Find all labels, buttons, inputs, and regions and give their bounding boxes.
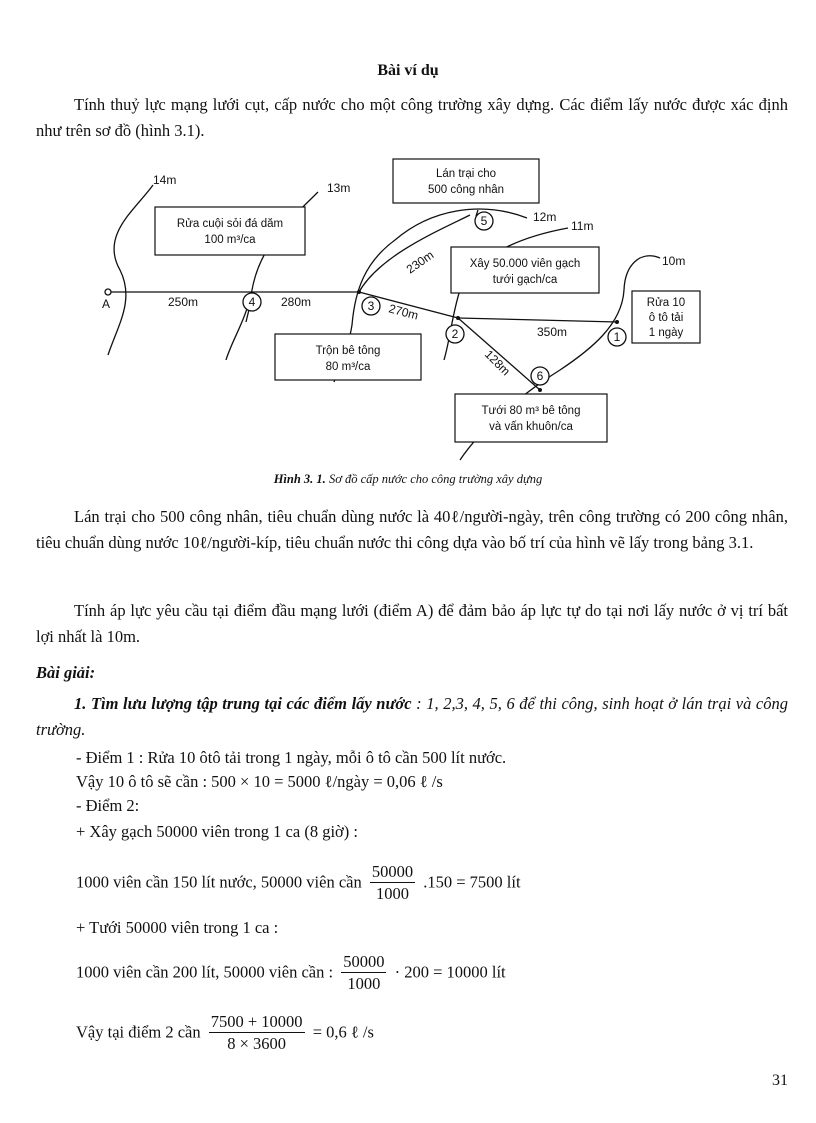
box-rua-oto-line3: 1 ngày bbox=[648, 327, 684, 339]
box-rua-soi-line1: Rửa cuội sỏi đá dăm bbox=[176, 218, 284, 230]
box-tuoi-be-tong-line1: Tưới 80 m³ bê tông bbox=[481, 405, 581, 417]
segment-label-128m: 128m bbox=[481, 347, 514, 379]
brick-fraction bbox=[370, 862, 415, 905]
box-rua-oto-line2: ô tô tải bbox=[648, 312, 684, 324]
segment-label-350m: 350m bbox=[537, 325, 568, 339]
contour-label-13m: 13m bbox=[327, 181, 351, 195]
brick-calc-pre: 1000 viên cần 150 lít nước, 50000 viên cần bbox=[76, 872, 362, 892]
node-6-label: 6 bbox=[536, 369, 544, 383]
figure-caption bbox=[0, 472, 816, 487]
water-network-diagram bbox=[0, 150, 816, 470]
pipe-2-1 bbox=[458, 318, 617, 322]
brick-fraction-den: 1000 bbox=[375, 884, 409, 903]
box-rua-oto-line1: Rửa 10 bbox=[646, 297, 686, 309]
step1-description: : 1, 2,3, 4, 5, 6 để thi công, sinh hoạt ở lán trại và công trường. bbox=[36, 694, 789, 739]
node-1-label: 1 bbox=[613, 330, 621, 344]
total-fraction-num: 7500 + 10000 bbox=[210, 1012, 303, 1031]
box-xay-gach-line1: Xây 50.000 viên gạch bbox=[469, 258, 581, 270]
box-tuoi-be-tong-line2: và vấn khuôn/ca bbox=[489, 421, 573, 433]
step1-paragraph bbox=[36, 691, 788, 743]
segment-label-250m: 250m bbox=[168, 295, 199, 309]
water-calc bbox=[76, 952, 506, 995]
point1-title: - Điểm 1 : Rửa 10 ôtô tải trong 1 ngày, mỗi ô tô cần 500 lít nước. bbox=[76, 748, 507, 767]
box-lan-trai-line1: Lán trại cho bbox=[435, 168, 497, 180]
segment-label-280m: 280m bbox=[281, 295, 312, 309]
brick-calc bbox=[76, 862, 521, 905]
total-calc-post: = 0,6 ℓ /s bbox=[312, 1022, 374, 1042]
brick-fraction-num: 50000 bbox=[371, 862, 414, 881]
water-calc-post: · 200 = 10000 lít bbox=[394, 962, 506, 982]
box-rua-soi-line2: 100 m³/ca bbox=[204, 234, 256, 246]
node-a-marker bbox=[105, 289, 111, 295]
solution-heading: Bài giải: bbox=[36, 663, 96, 682]
contour-label-11m: 11m bbox=[571, 219, 594, 233]
segment-label-270m: 270m bbox=[387, 301, 420, 323]
paragraph-standards: Lán trại cho 500 công nhân, tiêu chuẩn dùng nước là 40ℓ/người-ngày, trên công trường có 200 công nhân, tiêu chuẩn dùng nước 10ℓ/người-kíp, tiêu chuẩn nước thi công dựa vào bố trí của hình vẽ lấy trong bảng 3.1. bbox=[36, 507, 788, 552]
page-number: 31 bbox=[772, 1072, 788, 1089]
contour-label-12m: 12m bbox=[533, 210, 557, 224]
box-lan-trai-line2: 500 công nhân bbox=[427, 184, 505, 196]
node-2-label: 2 bbox=[451, 327, 459, 341]
node-3-label: 3 bbox=[367, 299, 375, 313]
contour-label-10m: 10m bbox=[662, 254, 686, 268]
segment-label-230m: 230m bbox=[403, 247, 437, 277]
box-tron-be-tong-line1: Trộn bê tông bbox=[315, 345, 381, 357]
box-tron-be-tong-line2: 80 m³/ca bbox=[325, 361, 371, 373]
node-a-label: A bbox=[102, 297, 111, 311]
contour-14m bbox=[108, 185, 153, 355]
water-fraction bbox=[341, 952, 386, 995]
water-calc-pre: 1000 viên cần 200 lít, 50000 viên cần : bbox=[76, 962, 334, 982]
water-fraction-den: 1000 bbox=[347, 974, 381, 993]
paragraph-pressure: Tính áp lực yêu cầu tại điểm đầu mạng lưới (điểm A) để đảm bảo áp lực tự do tại nơi lấy nước ở vị trí bất lợi nhất là 10m. bbox=[36, 601, 788, 646]
brick-calc-post: .150 = 7500 lít bbox=[423, 872, 521, 892]
water-fraction-num: 50000 bbox=[343, 952, 385, 971]
total-calc bbox=[76, 1012, 374, 1055]
step1-heading: 1. Tìm lưu lượng tập trung tại các điểm lấy nước bbox=[74, 694, 412, 713]
node-4-label: 4 bbox=[248, 295, 256, 309]
section-title: Bài ví dụ bbox=[377, 62, 439, 79]
brick-title: + Xây gạch 50000 viên trong 1 ca (8 giờ) : bbox=[76, 822, 358, 841]
box-xay-gach-line2: tưới gạch/ca bbox=[492, 274, 558, 286]
total-calc-pre: Vậy tại điểm 2 cần bbox=[76, 1022, 201, 1042]
figure-caption-label: Hình 3. 1. bbox=[273, 472, 326, 486]
point2-title: - Điểm 2: bbox=[76, 796, 140, 815]
figure-caption-text: Sơ đồ cấp nước cho công trường xây dựng bbox=[328, 472, 543, 486]
point1-calc: Vậy 10 ô tô sẽ cần : 500 × 10 = 5000 ℓ/ngày = 0,06 ℓ /s bbox=[76, 772, 443, 791]
intro-paragraph: Tính thuỷ lực mạng lưới cụt, cấp nước cho một công trường xây dựng. Các điểm lấy nước được xác định như trên sơ đồ (hình 3.1). bbox=[36, 95, 788, 140]
total-fraction bbox=[209, 1012, 305, 1055]
contour-label-14m: 14m bbox=[153, 173, 177, 187]
node-5-label: 5 bbox=[480, 214, 488, 228]
water-title: + Tưới 50000 viên trong 1 ca : bbox=[76, 918, 279, 937]
total-fraction-den: 8 × 3600 bbox=[227, 1034, 287, 1053]
